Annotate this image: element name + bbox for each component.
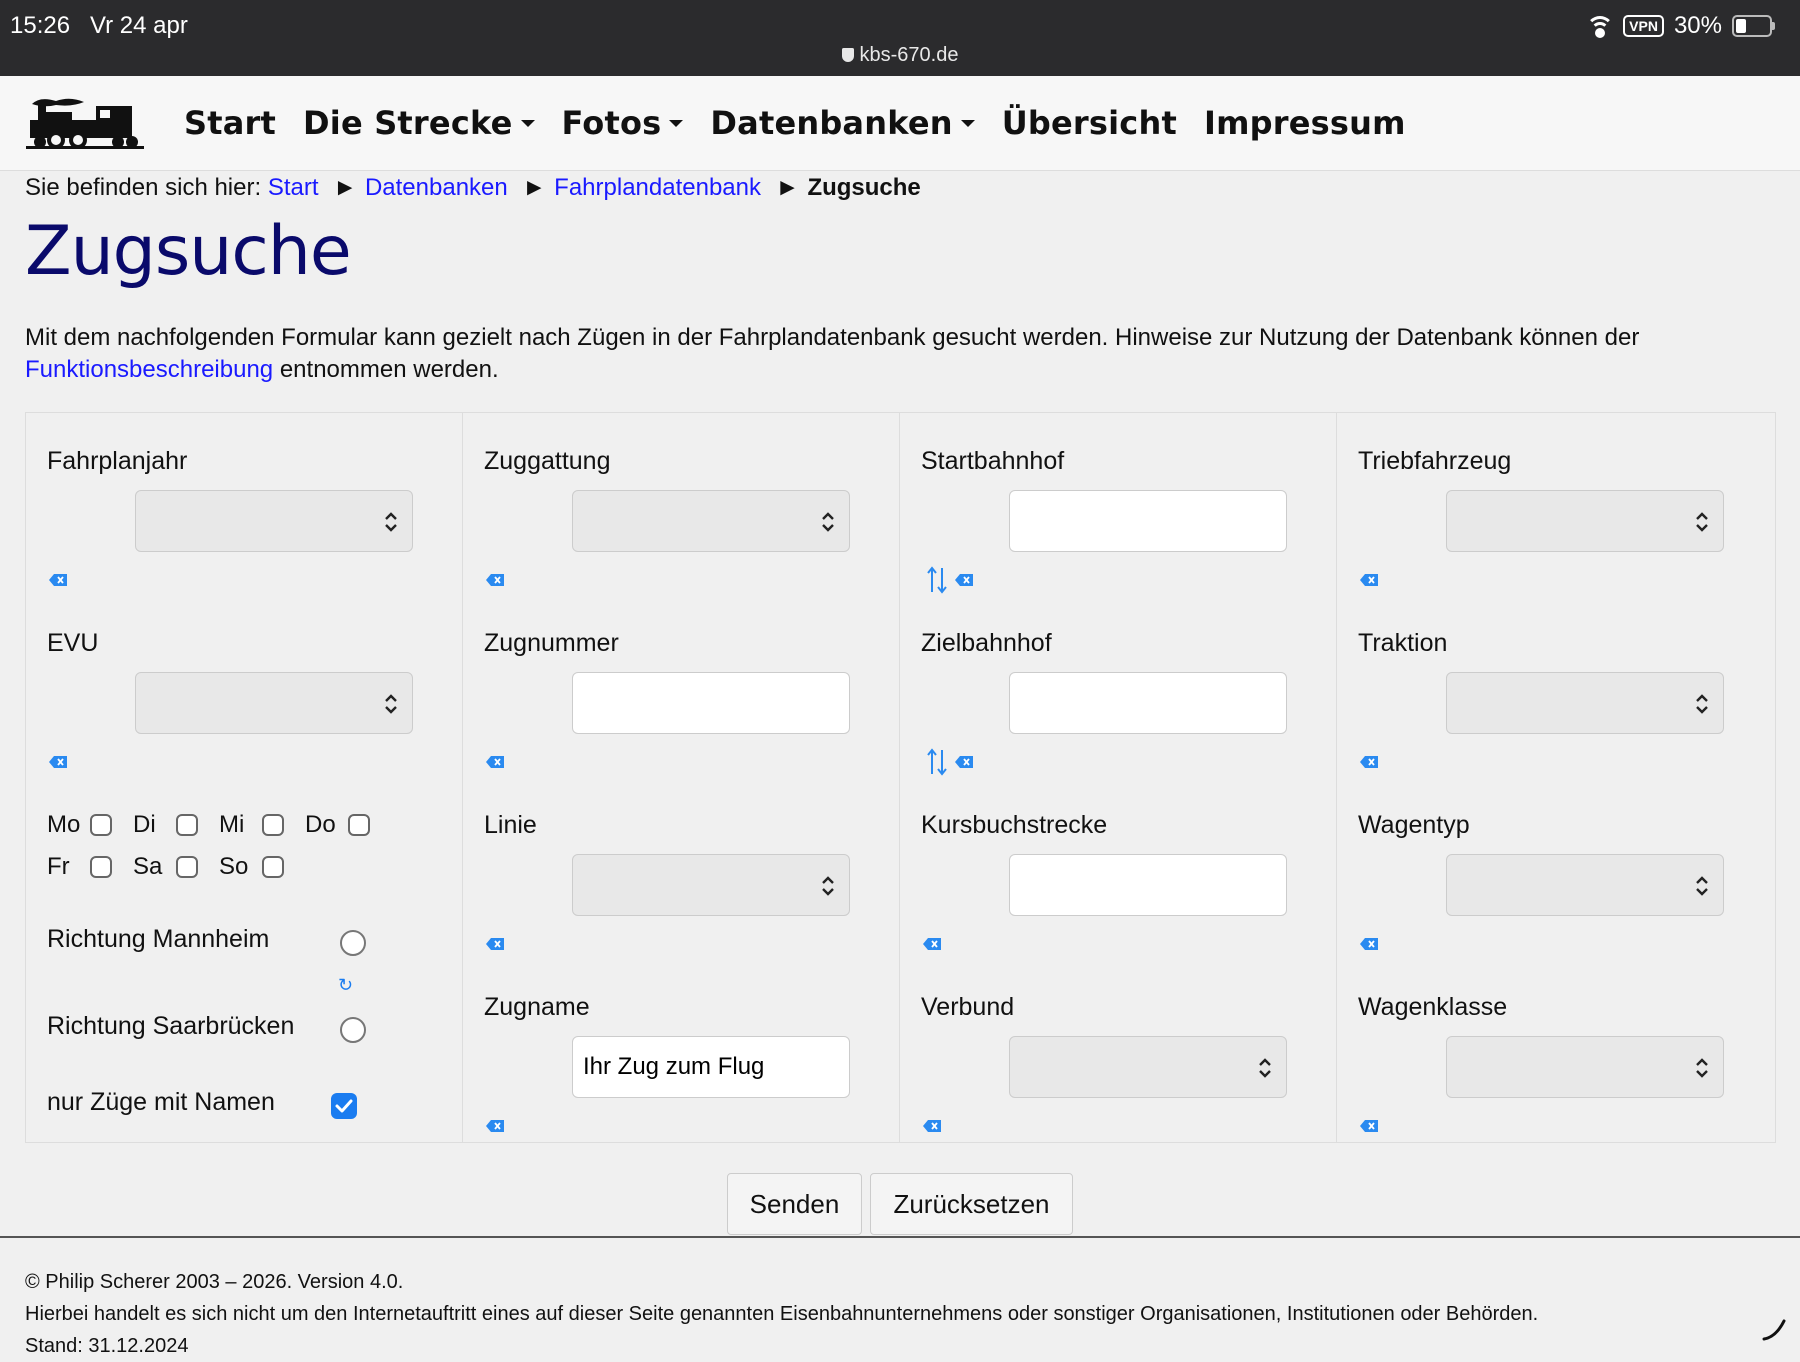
swap-arrows-icon[interactable] bbox=[926, 566, 948, 594]
clear-icon[interactable] bbox=[486, 938, 504, 950]
breadcrumb-link-datenbanken[interactable]: Datenbanken bbox=[364, 174, 508, 201]
url-text: kbs-670.de bbox=[859, 44, 959, 66]
nur-namen-label: nur Züge mit Namen bbox=[47, 1088, 275, 1116]
select-arrows-icon bbox=[1695, 692, 1709, 716]
nav-item-label: Datenbanken bbox=[710, 104, 953, 142]
steam-locomotive-logo-icon[interactable] bbox=[26, 98, 144, 150]
zugname-input[interactable] bbox=[572, 1036, 850, 1098]
zielbahnhof-input[interactable] bbox=[1009, 672, 1287, 734]
page-title: Zugsuche bbox=[25, 212, 351, 291]
richtung-mannheim-radio[interactable] bbox=[340, 930, 366, 956]
nav-item-label: Fotos bbox=[561, 104, 662, 142]
nav-item-label: Übersicht bbox=[1001, 104, 1177, 142]
battery-percent: 30% bbox=[1673, 12, 1722, 39]
footer bbox=[25, 1266, 1765, 1362]
address-bar[interactable] bbox=[0, 44, 1800, 67]
nav-item-label: Die Strecke bbox=[303, 104, 513, 142]
day-checkbox-so[interactable] bbox=[262, 856, 284, 878]
breadcrumb-separator: ► bbox=[333, 174, 357, 201]
footer-copyright: © Philip Scherer 2003 – 2026. Version 4.0. bbox=[25, 1271, 404, 1293]
triebfahrzeug-select[interactable] bbox=[1446, 490, 1724, 552]
search-form bbox=[25, 412, 1776, 1143]
vpn-badge: VPN bbox=[1623, 15, 1664, 37]
nav-item-fotos[interactable] bbox=[562, 104, 684, 142]
nav-item-label: Start bbox=[184, 104, 277, 142]
navbar bbox=[0, 76, 1800, 171]
intro-after: entnommen werden. bbox=[273, 356, 499, 383]
nav-item-die-strecke[interactable] bbox=[303, 104, 535, 142]
breadcrumb-link-start[interactable]: Start bbox=[267, 174, 319, 201]
day-checkbox-mo[interactable] bbox=[90, 814, 112, 836]
form-column-4 bbox=[1337, 413, 1775, 1142]
fahrplanjahr-select[interactable] bbox=[135, 490, 413, 552]
richtung-saarbruecken-label: Richtung Saarbrücken bbox=[47, 1012, 295, 1040]
wagenklasse-select[interactable] bbox=[1446, 1036, 1724, 1098]
status-date: Vr 24 apr bbox=[90, 12, 188, 39]
select-arrows-icon bbox=[384, 510, 398, 534]
zielbahnhof-label: Zielbahnhof bbox=[921, 629, 1052, 657]
form-column-3 bbox=[900, 413, 1337, 1142]
breadcrumb-current: Zugsuche bbox=[807, 174, 921, 201]
day-checkbox-mi[interactable] bbox=[262, 814, 284, 836]
day-checkbox-di[interactable] bbox=[176, 814, 198, 836]
wagenklasse-label: Wagenklasse bbox=[1358, 993, 1508, 1021]
send-button[interactable]: Senden bbox=[727, 1173, 862, 1235]
function-description-link[interactable]: Funktionsbeschreibung bbox=[25, 356, 274, 383]
caret-down-icon bbox=[961, 120, 975, 127]
kursbuchstrecke-label: Kursbuchstrecke bbox=[921, 811, 1108, 839]
intro-text bbox=[25, 322, 1785, 386]
verbund-select[interactable] bbox=[1009, 1036, 1287, 1098]
linie-label: Linie bbox=[484, 811, 537, 839]
nav-item-label: Impressum bbox=[1203, 104, 1406, 142]
reset-direction-icon[interactable]: ↻ bbox=[338, 975, 354, 995]
evu-label: EVU bbox=[47, 629, 99, 657]
status-time: 15:26 bbox=[10, 12, 71, 39]
day-label-di: Di bbox=[133, 811, 156, 838]
select-arrows-icon bbox=[821, 874, 835, 898]
fahrplanjahr-label: Fahrplanjahr bbox=[47, 447, 188, 475]
shield-icon bbox=[842, 48, 854, 62]
clear-icon[interactable] bbox=[955, 756, 973, 768]
caret-down-icon bbox=[521, 120, 535, 127]
clear-icon[interactable] bbox=[955, 574, 973, 586]
clear-icon[interactable] bbox=[486, 1120, 504, 1132]
traktion-label: Traktion bbox=[1358, 629, 1448, 657]
footer-disclaimer: Hierbei handelt es sich nicht um den Internetauftritt eines auf dieser Seite genannten Eisenbahnunternehmens oder sonstiger Organisationen, Institutionen oder Behörden. bbox=[25, 1303, 1539, 1325]
day-label-so: So bbox=[219, 853, 249, 880]
status-bar bbox=[0, 0, 1800, 76]
breadcrumb-link-fahrplandatenbank[interactable]: Fahrplandatenbank bbox=[554, 174, 761, 201]
battery-icon bbox=[1732, 15, 1772, 37]
zugname-label: Zugname bbox=[484, 993, 590, 1021]
day-label-sa: Sa bbox=[133, 853, 163, 880]
day-label-fr: Fr bbox=[47, 853, 70, 880]
nav-item-übersicht[interactable] bbox=[1002, 104, 1177, 142]
select-arrows-icon bbox=[1695, 510, 1709, 534]
day-checkbox-fr[interactable] bbox=[90, 856, 112, 878]
select-arrows-icon bbox=[1695, 1056, 1709, 1080]
breadcrumb bbox=[25, 174, 921, 202]
day-label-do: Do bbox=[305, 811, 336, 838]
clear-icon[interactable] bbox=[1360, 574, 1378, 586]
linie-select[interactable] bbox=[572, 854, 850, 916]
richtung-saarbruecken-radio[interactable] bbox=[340, 1017, 366, 1043]
wagentyp-select[interactable] bbox=[1446, 854, 1724, 916]
breadcrumb-separator: ► bbox=[775, 174, 800, 201]
swap-arrows-icon[interactable] bbox=[926, 748, 948, 776]
traktion-select[interactable] bbox=[1446, 672, 1724, 734]
clear-icon[interactable] bbox=[1360, 938, 1378, 950]
footer-stand: Stand: 31.12.2024 bbox=[25, 1335, 189, 1357]
loading-spinner-icon bbox=[1760, 1315, 1788, 1343]
startbahnhof-input[interactable] bbox=[1009, 490, 1287, 552]
day-label-mo: Mo bbox=[47, 811, 81, 838]
richtung-mannheim-label: Richtung Mannheim bbox=[47, 925, 270, 953]
evu-select[interactable] bbox=[135, 672, 413, 734]
day-checkbox-sa[interactable] bbox=[176, 856, 198, 878]
breadcrumb-prefix: Sie befinden sich hier: bbox=[25, 174, 262, 201]
verbund-label: Verbund bbox=[921, 993, 1015, 1021]
form-column-2 bbox=[463, 413, 900, 1142]
day-label-mi: Mi bbox=[219, 811, 245, 838]
caret-down-icon bbox=[669, 120, 683, 127]
select-arrows-icon bbox=[821, 510, 835, 534]
wifi-icon bbox=[1587, 16, 1613, 36]
footer-divider bbox=[0, 1236, 1800, 1238]
wagentyp-label: Wagentyp bbox=[1358, 811, 1470, 839]
zuggattung-label: Zuggattung bbox=[484, 447, 611, 475]
zuggattung-select[interactable] bbox=[572, 490, 850, 552]
day-checkbox-do[interactable] bbox=[348, 814, 370, 836]
select-arrows-icon bbox=[384, 692, 398, 716]
nur-namen-checkbox[interactable] bbox=[331, 1093, 357, 1119]
nav-item-datenbanken[interactable] bbox=[710, 104, 974, 142]
kursbuchstrecke-input[interactable] bbox=[1009, 854, 1287, 916]
clear-icon[interactable] bbox=[49, 756, 67, 768]
select-arrows-icon bbox=[1695, 874, 1709, 898]
nav-item-impressum[interactable] bbox=[1204, 104, 1406, 142]
select-arrows-icon bbox=[1258, 1056, 1272, 1080]
startbahnhof-label: Startbahnhof bbox=[921, 447, 1065, 475]
checkmark-icon bbox=[331, 1093, 357, 1119]
nav-item-start[interactable] bbox=[184, 104, 276, 142]
triebfahrzeug-label: Triebfahrzeug bbox=[1358, 447, 1512, 475]
clear-icon[interactable] bbox=[1360, 1120, 1378, 1132]
reset-button[interactable]: Zurücksetzen bbox=[870, 1173, 1073, 1235]
clear-icon[interactable] bbox=[923, 1120, 941, 1132]
form-column-1 bbox=[26, 413, 463, 1142]
breadcrumb-separator: ► bbox=[522, 174, 547, 201]
clear-icon[interactable] bbox=[1360, 756, 1378, 768]
clear-icon[interactable] bbox=[486, 574, 504, 586]
clear-icon[interactable] bbox=[49, 574, 67, 586]
zugnummer-label: Zugnummer bbox=[484, 629, 619, 657]
intro-before: Mit dem nachfolgenden Formular kann gezielt nach Zügen in der Fahrplandatenbank gesucht werden. Hinweise zur Nutzung der Datenbank können der bbox=[25, 324, 1640, 351]
clear-icon[interactable] bbox=[923, 938, 941, 950]
clear-icon[interactable] bbox=[486, 756, 504, 768]
zugnummer-input[interactable] bbox=[572, 672, 850, 734]
